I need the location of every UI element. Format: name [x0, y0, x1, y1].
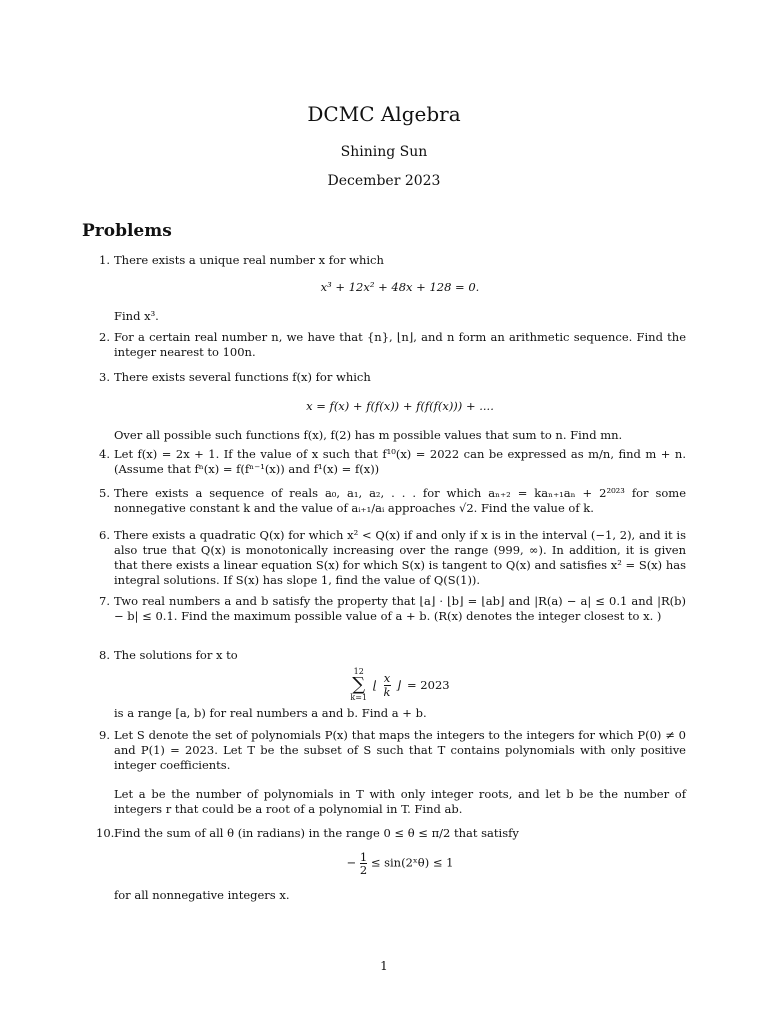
display-equation	[114, 663, 686, 702]
floor-fraction	[384, 672, 391, 697]
problem-followup: Over all possible such functions f(x), f(2) has m possible values that sum to n. Find mn.	[114, 428, 623, 442]
problem-number: 7.	[99, 594, 110, 608]
problem-4	[96, 447, 686, 477]
problem-followup: is a range [a, b) for real numbers a and b. Find a + b.	[114, 706, 427, 720]
problem-number: 2.	[99, 330, 110, 344]
problem-6	[96, 528, 686, 588]
document-date: December 2023	[327, 173, 441, 189]
problem-10	[96, 826, 686, 903]
author-name: Shining Sun	[340, 144, 428, 160]
problem-followup: Let a be the number of polynomials in T with only integer roots, and let b be the number of integers r that could be a root of a polynomial in T. Find ab.	[114, 787, 686, 816]
problem-text: The solutions for x to	[114, 648, 238, 662]
problem-text: There exists several functions f(x) for which	[114, 370, 371, 384]
problem-number: 8.	[99, 648, 110, 662]
fraction-denominator: 2	[359, 863, 368, 878]
minus-sign: −	[346, 855, 357, 870]
problem-followup: for all nonnegative integers x.	[114, 888, 290, 903]
inequality-fraction	[360, 851, 367, 876]
problem-text: There exists a unique real number x for which	[114, 253, 384, 267]
problem-number: 1.	[99, 253, 110, 267]
display-equation: x³ + 12x² + 48x + 128 = 0.	[320, 280, 480, 294]
problem-text: Let S denote the set of polynomials P(x) that maps the integers to the integers for which P(0) ≠ 0 and P(1) = 2023. Let T be the subset of S such that T contains polynomials with only positive integer coefficients.	[114, 728, 686, 772]
problem-text: There exists a quadratic Q(x) for which x² < Q(x) if and only if x is in the interval (−1, 2), and it is also true that Q(x) is monotonically increasing over the range (999, ∞). In addition, it is given that there exists a linear equation S(x) for which S(x) is tangent to Q(x) and satisfies x² = S(x) has integral solutions. If S(x) has slope 1, find the value of Q(S(1)).	[114, 528, 686, 587]
problem-5	[96, 486, 686, 516]
problem-text: Find the sum of all θ (in radians) in the range 0 ≤ θ ≤ π/2 that satisfy	[114, 826, 519, 840]
sum-upper-limit: 12	[353, 667, 364, 676]
problem-text: Two real numbers a and b satisfy the property that ⌊a⌋ · ⌊b⌋ = ⌊ab⌋ and |R(a) − a| ≤ 0.1 and |R(b) − b| ≤ 0.1. Find the maximum possible value of a + b. (R(x) denotes the integer closest to x. )	[114, 594, 686, 623]
problem-8	[96, 648, 686, 721]
equation-rhs: = 2023	[407, 677, 450, 692]
problem-followup: Find x³.	[114, 309, 159, 323]
fraction-numerator: x	[383, 671, 391, 686]
document-title: DCMC Algebra	[307, 102, 461, 126]
fraction-denominator: k	[383, 684, 391, 699]
problem-number: 9.	[99, 728, 110, 742]
summation-expression: 12 ∑ k=1 ⌊ $\frac{x}{k}$ ⌋ = 2023	[350, 667, 450, 702]
fraction-numerator: 1	[359, 850, 368, 864]
problem-number: 4.	[99, 447, 110, 461]
problem-number: 5.	[99, 486, 110, 500]
summation-symbol: 12 ∑ k=1	[350, 667, 368, 702]
section-heading: Problems	[82, 221, 172, 241]
problem-1	[96, 253, 686, 324]
inequality-rest: ≤ sin(2ˣθ) ≤ 1	[370, 855, 454, 870]
problem-9	[96, 728, 686, 817]
problem-2	[96, 330, 686, 360]
problem-3	[96, 370, 686, 443]
problem-number: 3.	[99, 370, 110, 384]
problem-text: Let f(x) = 2x + 1. If the value of x such that f¹⁰(x) = 2022 can be expressed as m/n, find m + n. (Assume that fⁿ(x) = f(fⁿ⁻¹(x)) and f¹(x) = f(x))	[114, 447, 686, 476]
display-equation: x = f(x) + f(f(x)) + f(f(f(x))) + ....	[306, 399, 494, 413]
problem-text: There exists a sequence of reals a₀, a₁, a₂, . . . for which aₙ₊₂ = kaₙ₊₁aₙ + 2²⁰²³ for some nonnegative constant k and the value of aᵢ₊₁/aᵢ approaches √2. Find the value of k.	[114, 486, 686, 515]
sum-lower-limit: k=1	[350, 693, 368, 702]
page-number: 1	[380, 959, 388, 973]
display-inequality	[114, 851, 686, 876]
problem-number: 6.	[99, 528, 110, 542]
problem-text: For a certain real number n, we have that {n}, ⌊n⌋, and n form an arithmetic sequence. Find the integer nearest to 100n.	[114, 330, 686, 359]
problem-number: 10.	[96, 826, 115, 840]
problem-7	[96, 594, 686, 624]
